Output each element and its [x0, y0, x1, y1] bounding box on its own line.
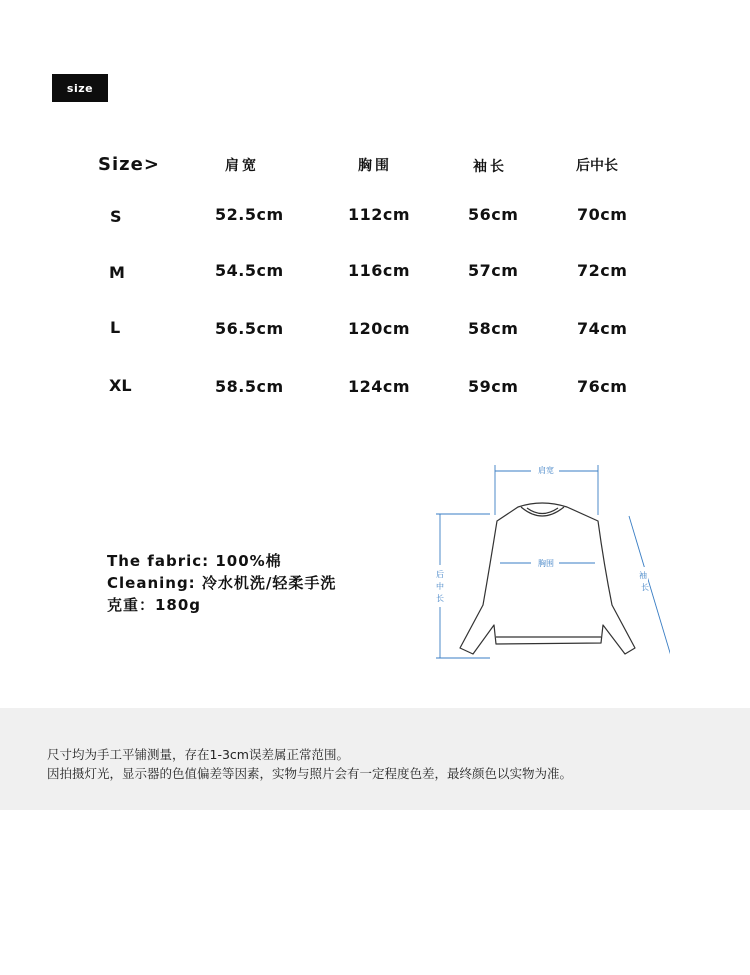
cell-chest: 120cm — [348, 319, 411, 338]
chest-label: 胸围 — [538, 559, 554, 568]
sweatshirt-outline — [460, 503, 635, 654]
shoulder-label: 肩宽 — [538, 466, 554, 475]
fabric-weight: 克重：180g — [107, 596, 202, 614]
cell-length: 76cm — [577, 377, 628, 396]
cell-sleeve: 58cm — [468, 319, 519, 338]
notice-line-2: 因拍摄灯光，显示器的色值偏差等因素，实物与照片会有一定程度色差，最终颜色以实物为准。 — [47, 766, 573, 781]
fabric-composition: The fabric: 100%棉 — [107, 552, 282, 570]
size-table — [0, 0, 750, 420]
sleeve-label-char-2: 长 — [641, 583, 649, 592]
header-shoulder: 肩宽 — [225, 158, 259, 174]
cell-length: 70cm — [577, 205, 628, 224]
cell-sleeve: 59cm — [468, 377, 519, 396]
row-size-label: M — [109, 263, 125, 282]
header-length: 后中长 — [576, 158, 618, 174]
cell-length: 74cm — [577, 319, 628, 338]
cell-shoulder: 54.5cm — [215, 261, 284, 280]
cell-shoulder: 52.5cm — [215, 205, 284, 224]
cell-chest: 116cm — [348, 261, 411, 280]
cell-shoulder: 58.5cm — [215, 377, 284, 396]
header-sleeve: 袖长 — [473, 159, 507, 175]
row-size-label: XL — [109, 376, 132, 395]
cell-sleeve: 57cm — [468, 261, 519, 280]
cell-sleeve: 56cm — [468, 205, 519, 224]
row-size-label: L — [110, 318, 121, 337]
notice-line-1: 尺寸均为手工平铺测量，存在1-3cm误差属正常范围。 — [47, 747, 349, 762]
sleeve-label-char-1: 袖 — [639, 571, 647, 580]
back-length-label-char-1: 后 — [436, 570, 444, 579]
row-size-label: S — [110, 207, 122, 226]
back-length-label-char-3: 长 — [436, 594, 444, 603]
cleaning-instructions: Cleaning: 冷水机洗/轻柔手洗 — [107, 574, 337, 592]
measurement-notice — [0, 708, 750, 810]
sweatshirt-measurement-diagram — [430, 455, 670, 670]
size-badge: size — [52, 74, 108, 102]
cell-shoulder: 56.5cm — [215, 319, 284, 338]
cell-length: 72cm — [577, 261, 628, 280]
header-size: Size> — [98, 154, 160, 175]
cell-chest: 124cm — [348, 377, 411, 396]
header-chest: 胸围 — [358, 158, 392, 174]
back-length-label-char-2: 中 — [436, 582, 444, 591]
fabric-info — [107, 550, 336, 616]
cell-chest: 112cm — [348, 205, 411, 224]
